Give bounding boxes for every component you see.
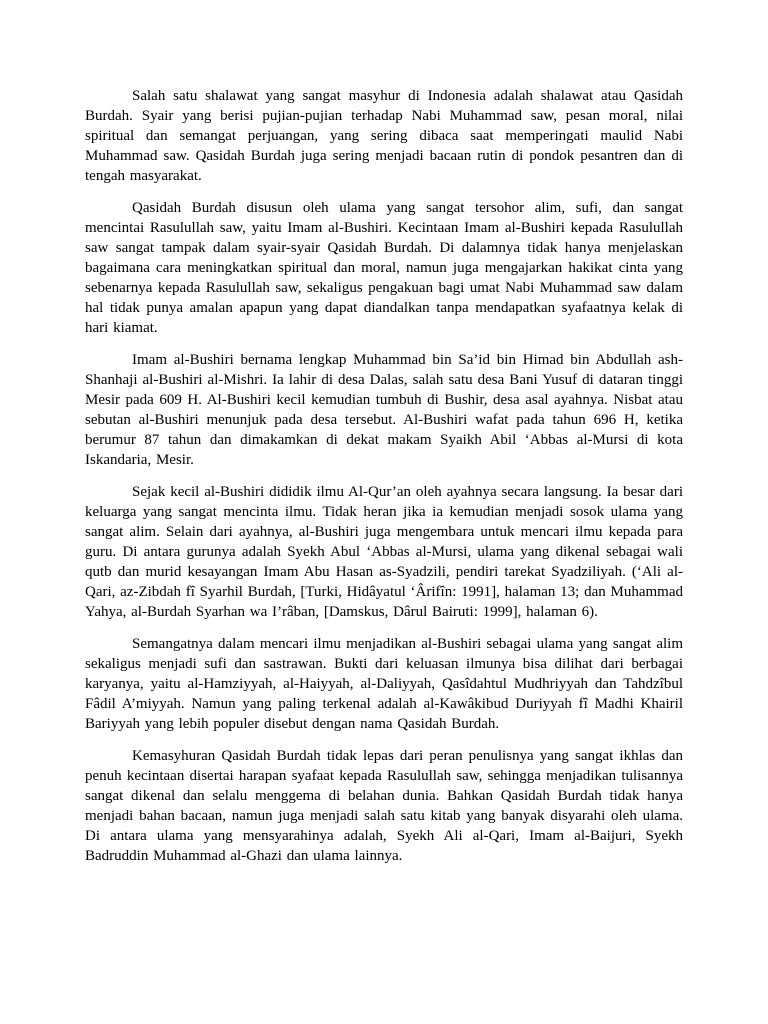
paragraph-4: Sejak kecil al-Bushiri dididik ilmu Al-Qur’an oleh ayahnya secara langsung. Ia besar dari keluarga yang sangat mencinta ilmu. Tidak heran jika ia kemudian menjadi sosok ulama yang sangat alim. Selain dari ayahnya, al-Bushiri juga mengembara untuk mencari ilmu kepada para guru. Di antara gurunya adalah Syekh Abul ‘Abbas al-Mursi, ulama yang dikenal sebagai wali qutb dan murid kesayangan Imam Abu Hasan as-Syadzili, pendiri tarekat Syadziliyah. (‘Ali al-Qari, az-Zibdah fî Syarhil Burdah, [Turki, Hidâyatul ‘Ârifîn: 1991], halaman 13; dan Muhammad Yahya, al-Burdah Syarhan wa I’râban, [Damskus, Dârul Bairuti: 1999], halaman 6).: [85, 484, 683, 620]
paragraph-1: Salah satu shalawat yang sangat masyhur di Indonesia adalah shalawat atau Qasidah Burdah. Syair yang berisi pujian-pujian terhadap Nabi Muhammad saw, pesan moral, nilai spiritual dan semangat perjuangan, yang sering dibaca saat memperingati maulid Nabi Muhammad saw. Qasidah Burdah juga sering menjadi bacaan rutin di pondok pesantren dan di tengah masyarakat.: [85, 88, 683, 184]
paragraph-2: Qasidah Burdah disusun oleh ulama yang sangat tersohor alim, sufi, dan sangat mencintai Rasulullah saw, yaitu Imam al-Bushiri. Kecintaan Imam al-Bushiri kepada Rasulullah saw sangat tampak dalam syair-syair Qasidah Burdah. Di dalamnya tidak hanya menjelaskan bagaimana cara meningkatkan spiritual dan moral, namun juga mengajarkan hakikat cinta yang sebenarnya kepada Rasulullah saw, sekaligus pengakuan bagi umat Nabi Muhammad saw dalam hal tidak punya amalan apapun yang dapat diandalkan tanpa mendapatkan syafaatnya kelak di hari kiamat.: [85, 200, 683, 336]
paragraph-3: Imam al-Bushiri bernama lengkap Muhammad bin Sa’id bin Himad bin Abdullah ash-Shanhaji al-Bushiri al-Mishri. Ia lahir di desa Dalas, salah satu desa Bani Yusuf di dataran tinggi Mesir pada 609 H. Al-Bushiri kecil kemudian tumbuh di Bushir, desa asal ayahnya. Nisbat atau sebutan al-Bushiri menunjuk pada desa tersebut. Al-Bushiri wafat pada tahun 696 H, ketika berumur 87 tahun dan dimakamkan di dekat makam Syaikh Abil ‘Abbas al-Mursi di kota Iskandaria, Mesir.: [85, 352, 683, 468]
paragraph-5: Semangatnya dalam mencari ilmu menjadikan al-Bushiri sebagai ulama yang sangat alim sekaligus menjadi sufi dan sastrawan. Bukti dari keluasan ilmunya bisa dilihat dari berbagai karyanya, yaitu al-Hamziyyah, al-Haiyyah, al-Daliyyah, Qasîdahtul Mudhriyyah dan Tahdzîbul Fâdil A’miyyah. Namun yang paling terkenal adalah al-Kawâkibud Duriyyah fî Madhi Khairil Bariyyah yang lebih populer disebut dengan nama Qasidah Burdah.: [85, 636, 683, 732]
paragraph-6: Kemasyhuran Qasidah Burdah tidak lepas dari peran penulisnya yang sangat ikhlas dan penuh kecintaan disertai harapan syafaat kepada Rasulullah saw, sehingga menjadikan tulisannya sangat dikenal dan selalu menggema di belahan dunia. Bahkan Qasidah Burdah tidak hanya menjadi bahan bacaan, namun juga menjadi salah satu kitab yang banyak disyarahi oleh ulama. Di antara ulama yang mensyarahinya adalah, Syekh Ali al-Qari, Imam al-Baijuri, Syekh Badruddin Muhammad al-Ghazi dan ulama lainnya.: [85, 748, 683, 864]
